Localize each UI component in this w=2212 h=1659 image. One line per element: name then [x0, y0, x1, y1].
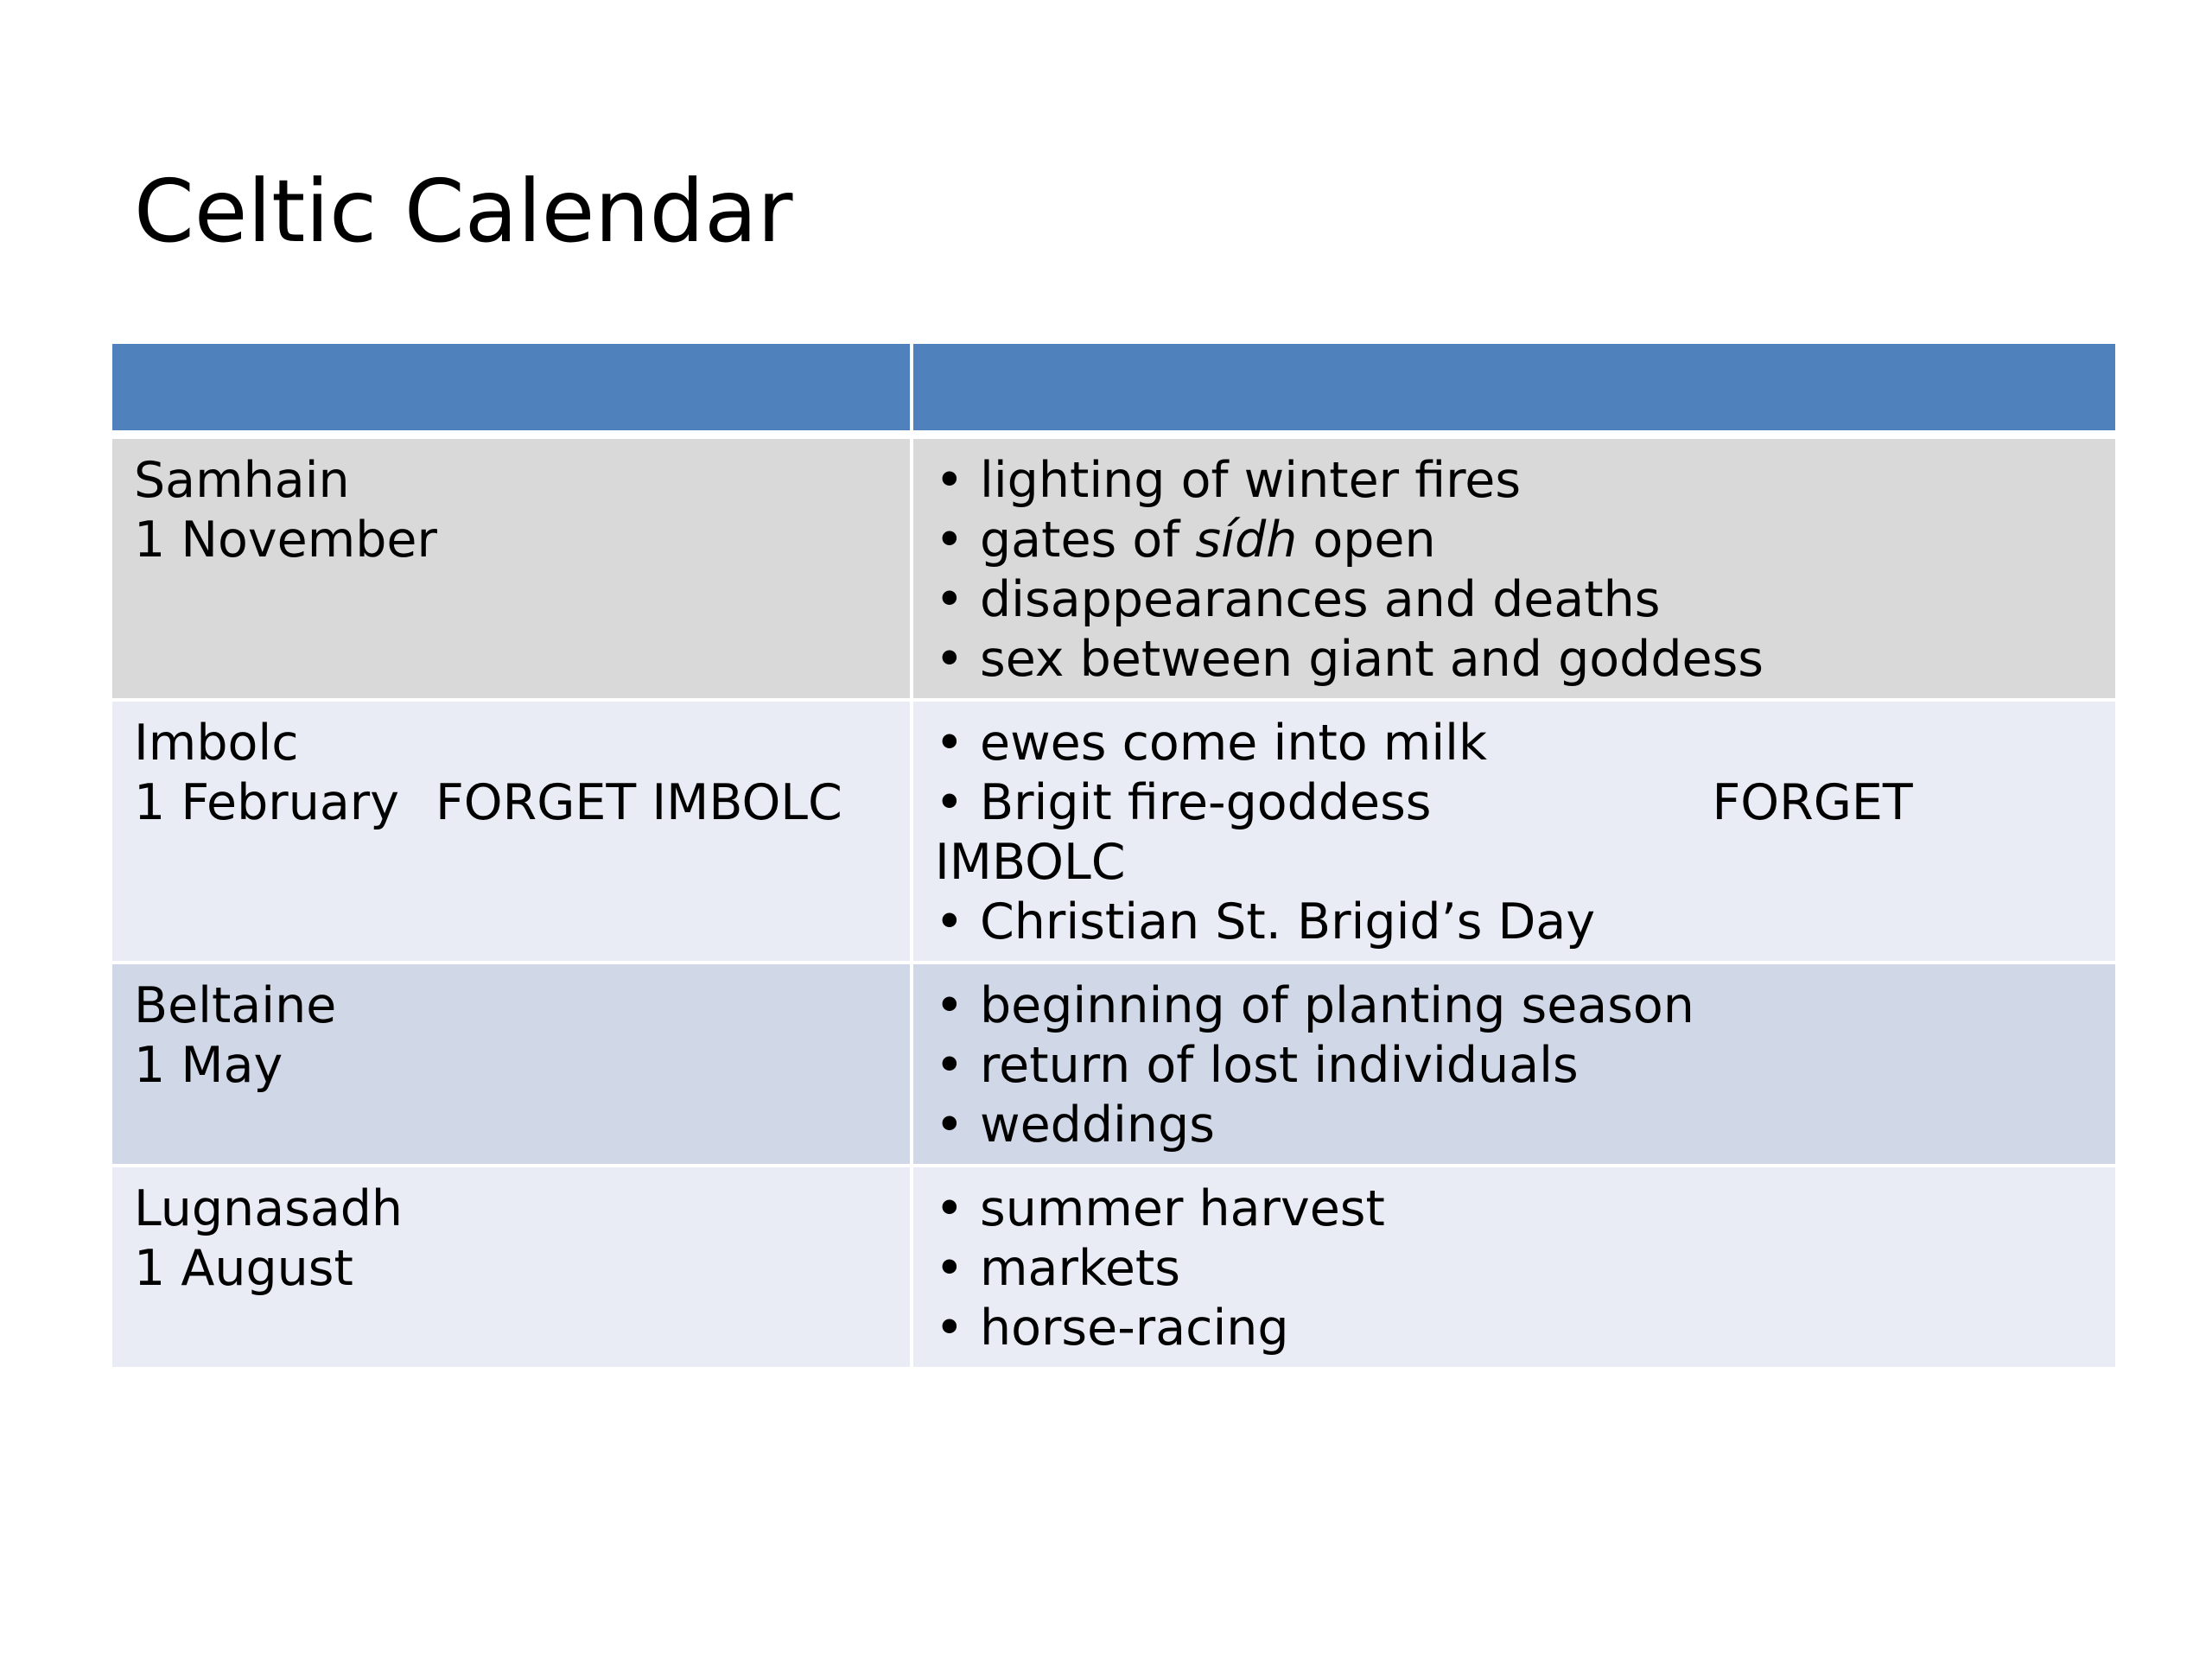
bullet-icon: •	[935, 1096, 964, 1154]
header-cell-festival	[112, 344, 912, 435]
bullet-icon: •	[935, 571, 964, 628]
traditions-list	[935, 451, 2094, 690]
traditions-list	[935, 1179, 2094, 1358]
list-item	[935, 511, 2094, 570]
list-item	[935, 1239, 2094, 1299]
header-cell-traditions	[912, 344, 2115, 435]
item-text: Christian St. Brigid’s Day	[980, 893, 1596, 950]
item-text: Brigit fire-goddess	[980, 774, 1432, 831]
item-text: beginning of planting season	[980, 977, 1694, 1034]
festival-date: 1 August	[134, 1240, 353, 1297]
list-item	[935, 976, 2094, 1036]
bullet-icon: •	[935, 774, 964, 831]
bullet-icon: •	[935, 893, 964, 950]
item-text: open	[1297, 512, 1436, 569]
bullet-icon: •	[935, 1037, 964, 1094]
traditions-list	[935, 976, 2094, 1155]
list-item	[935, 570, 2094, 630]
traditions-cell	[912, 963, 2115, 1166]
item-text: lighting of winter fires	[980, 452, 1522, 509]
festival-cell	[112, 963, 912, 1166]
list-item	[935, 1179, 2094, 1239]
table-row	[112, 700, 2115, 963]
item-text: sex between giant and goddess	[980, 631, 1764, 688]
traditions-cell	[912, 435, 2115, 700]
festival-date-line	[134, 773, 889, 833]
festival-date: 1 November	[134, 512, 437, 569]
item-text: horse-racing	[980, 1300, 1289, 1357]
traditions-list	[935, 714, 2094, 952]
item-note: FORGET IMBOLC	[935, 774, 1929, 891]
list-item	[935, 1299, 2094, 1358]
bullet-icon: •	[935, 631, 964, 688]
item-text-italic: sídh	[1195, 512, 1298, 569]
list-item	[935, 451, 2094, 511]
festival-name: Imbolc	[134, 715, 299, 772]
item-text: ewes come into milk	[980, 715, 1488, 772]
festival-note: FORGET IMBOLC	[435, 774, 842, 831]
festival-date: 1 February	[134, 774, 399, 831]
festival-cell	[112, 435, 912, 700]
list-item	[935, 1096, 2094, 1155]
table-row	[112, 1166, 2115, 1369]
item-text: gates of	[980, 512, 1196, 569]
list-item	[935, 773, 2094, 893]
table-row	[112, 963, 2115, 1166]
festival-cell	[112, 1166, 912, 1369]
bullet-icon: •	[935, 1240, 964, 1297]
item-text: markets	[980, 1240, 1180, 1297]
festival-date: 1 May	[134, 1037, 283, 1094]
bullet-icon: •	[935, 977, 964, 1034]
festival-name: Lugnasadh	[134, 1180, 404, 1237]
festival-name: Samhain	[134, 452, 350, 509]
slide-title: Celtic Calendar	[134, 161, 793, 262]
bullet-icon: •	[935, 1300, 964, 1357]
festival-name: Beltaine	[134, 977, 337, 1034]
item-text: disappearances and deaths	[980, 571, 1661, 628]
list-item	[935, 714, 2094, 773]
bullet-icon: •	[935, 452, 964, 509]
traditions-cell	[912, 700, 2115, 963]
bullet-icon: •	[935, 715, 964, 772]
item-text: summer harvest	[980, 1180, 1385, 1237]
list-item	[935, 1036, 2094, 1096]
list-item	[935, 630, 2094, 690]
bullet-icon: •	[935, 1180, 964, 1237]
item-text: weddings	[980, 1096, 1215, 1154]
list-item	[935, 893, 2094, 952]
table-row	[112, 435, 2115, 700]
bullet-icon: •	[935, 512, 964, 569]
table-header-row	[112, 344, 2115, 435]
traditions-cell	[912, 1166, 2115, 1369]
celtic-calendar-table	[112, 344, 2115, 1370]
festival-cell	[112, 700, 912, 963]
item-text: return of lost individuals	[980, 1037, 1579, 1094]
